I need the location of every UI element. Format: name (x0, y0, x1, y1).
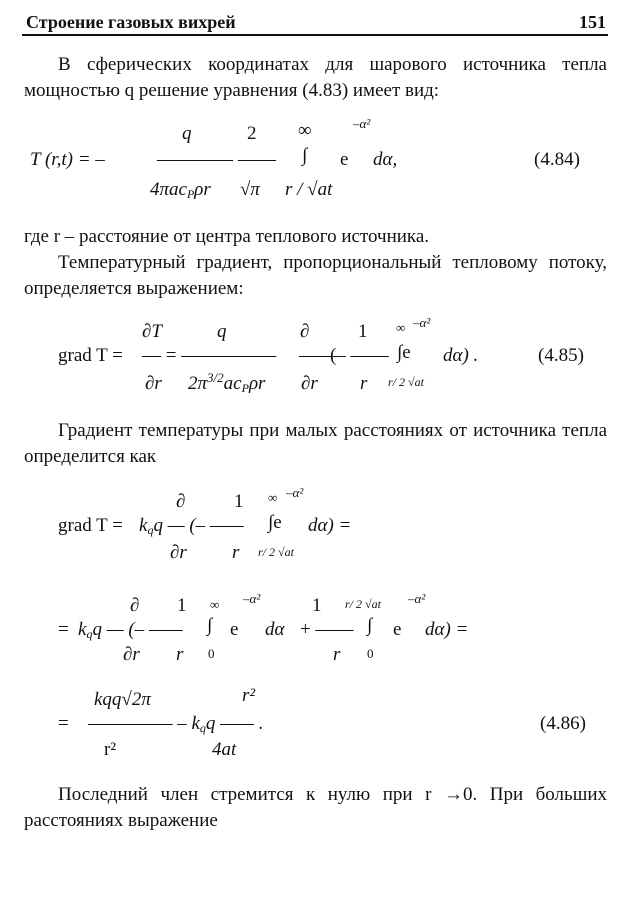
eq486-kq1: kqq — (– —— (139, 515, 244, 537)
eq484-dalpha: dα, (373, 149, 398, 170)
eq486-eq2: = (58, 619, 69, 640)
eq484-inf: ∞ (298, 120, 312, 141)
eq486-dalpha3: dα) = (425, 619, 469, 640)
eq486-number: (4.86) (540, 713, 586, 734)
eq486-upper2: r/ 2 √at (345, 597, 381, 611)
eq486-exp2: –α² (243, 591, 261, 606)
eq484-int: ∫ (302, 145, 308, 166)
eq486-r1: r (232, 542, 240, 563)
eq486-d1: ∂ (176, 491, 186, 512)
eq485-denominator: $2\pi^{3/2}acP\rho r$ (188, 370, 266, 395)
eq486-r3: r (333, 644, 341, 665)
eq486-kq2: kqq — (– —— (78, 619, 183, 641)
eq485-frac2: —— (299, 345, 337, 366)
eq485-number: (4.85) (538, 345, 584, 366)
eq486-e3: e (393, 619, 402, 640)
eq484-q: q (182, 123, 192, 144)
eq484-number: (4.84) (534, 149, 580, 170)
paragraph-4: Градиент температуры при малых расстояниях от источника тепла определится как (24, 420, 607, 467)
eq485-dalpha: dα) . (443, 345, 479, 366)
eq486-inf2: ∞ (210, 597, 220, 612)
eq485-d: ∂ (300, 321, 310, 342)
eq486-e2: e (230, 619, 239, 640)
eq485-dr: ∂r (145, 373, 162, 394)
eq484-denominator: 4πacPρr (150, 179, 211, 201)
eq485-dT: ∂T (142, 321, 162, 342)
eq486-int1: ∫e (268, 512, 282, 533)
eq484-sqrtpi: √π (240, 179, 260, 200)
eq484-lhs: T (r,t) = – (30, 149, 105, 170)
eq485-dr2: ∂r (301, 373, 318, 394)
eq486-one2: 1 (177, 595, 187, 616)
eq486-inf1: ∞ (268, 490, 278, 505)
eq484-exp: –α² (353, 116, 371, 131)
eq486-lower1: r/ 2 √at (258, 545, 294, 559)
eq486-int3: ∫ (367, 615, 373, 636)
eq485-int: ∫e (397, 342, 411, 363)
eq486-frac3: ————— – kqq —— . (88, 713, 264, 735)
eq486-den3: r² (104, 739, 117, 760)
eq486-r2-top: r² (242, 685, 256, 706)
paragraph-5: Последний член стремится к нулю при r →0. При больших расстояниях выражение (24, 784, 607, 831)
eq486-dalpha1: dα) = (308, 515, 352, 536)
eq486-zero2: 0 (367, 646, 374, 661)
eq486-dr1: ∂r (170, 542, 187, 563)
eq486-zero1: 0 (208, 646, 215, 661)
eq485-lhs: grad T = (58, 345, 123, 366)
eq486-exp1: –α² (286, 485, 304, 500)
eq485-open: (– —— (330, 345, 389, 366)
eq484-e: e (340, 149, 349, 170)
eq484-frac2: —— (238, 149, 276, 170)
eq486-one3: 1 (312, 595, 322, 616)
eq486-dalpha2: dα (265, 619, 285, 640)
eq486-exp3: –α² (408, 591, 426, 606)
eq486-eq3: = (58, 713, 69, 734)
eq486-r2: r (176, 644, 184, 665)
running-title: Строение газовых вихрей (26, 12, 236, 32)
eq486-num3: kqq√2π (94, 689, 151, 710)
eq485-r: r (360, 373, 368, 394)
eq486-one1: 1 (234, 491, 244, 512)
eq485-eqs: — = ————— (142, 345, 277, 366)
paragraph-3: Температурный градиент, пропорциональный тепловому потоку, определяется выражением: (24, 252, 607, 299)
eq485-q: q (217, 321, 227, 342)
page-header (22, 8, 608, 36)
eq484-two: 2 (247, 123, 257, 144)
paragraph-1: В сферических координатах для шарового источника тепла мощностью q решение уравнения (4.83) имеет вид: (24, 54, 607, 101)
eq486-plus: + —— (300, 619, 354, 640)
eq485-inf: ∞ (396, 320, 406, 335)
eq486-den4: 4at (212, 739, 237, 760)
eq485-lower: r/ 2 √at (388, 375, 424, 389)
eq484-lower: r / √at (285, 179, 333, 200)
page-number: 151 (579, 12, 606, 32)
eq486-int2: ∫ (207, 615, 213, 636)
paragraph-2: где r – расстояние от центра теплового источника. (24, 226, 430, 247)
eq485-one: 1 (358, 321, 368, 342)
eq485-exp: –α² (413, 315, 431, 330)
eq484-frac1: ———— (157, 149, 233, 170)
eq486-lhs: grad T = (58, 515, 123, 536)
eq486-dr2: ∂r (123, 644, 140, 665)
eq486-d2: ∂ (130, 595, 140, 616)
